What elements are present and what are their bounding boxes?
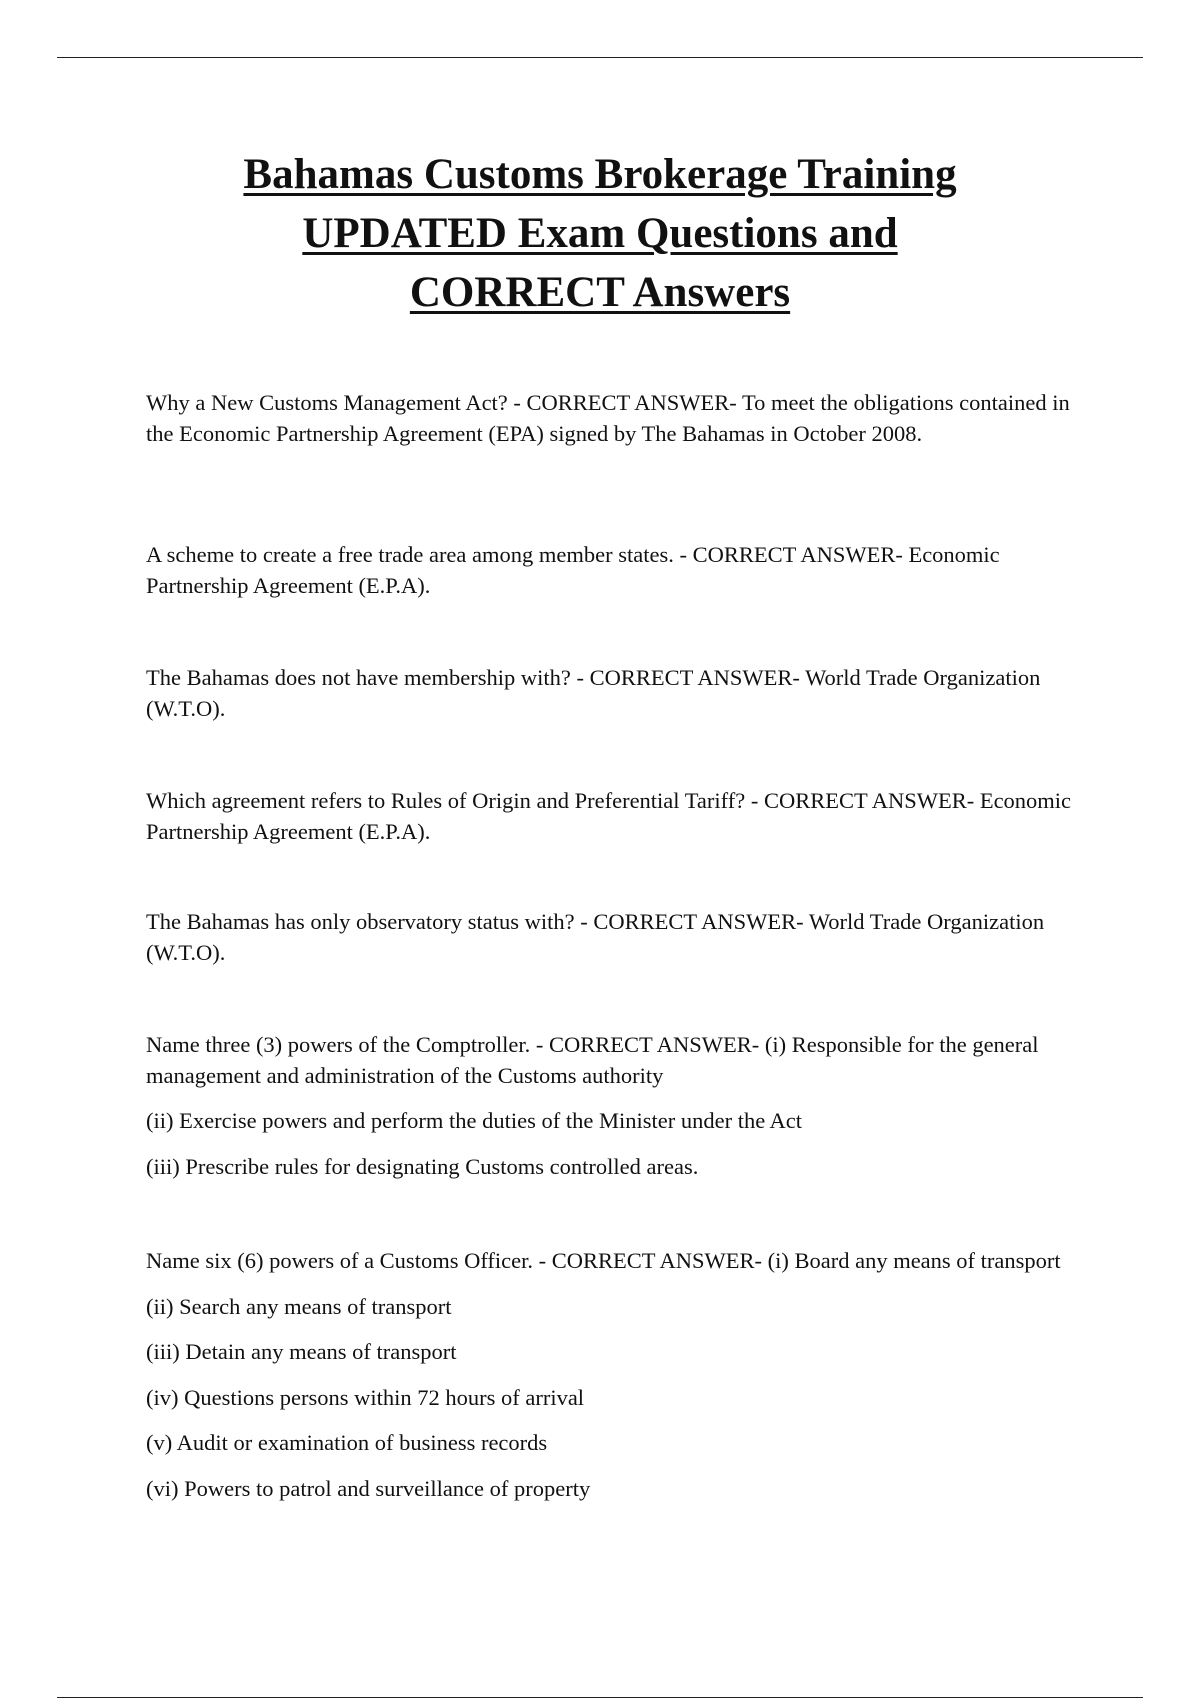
qa-answer-line: (ii) Exercise powers and perform the duties of the Minister under the Act [146,1108,803,1133]
qa-text: A scheme to create a free trade area among member states. - CORRECT ANSWER- Economic Partnership Agreement (E.P.A). [146,542,1000,598]
qa-item-3 [146,663,1076,724]
qa-answer-line: (vi) Powers to patrol and surveillance of property [146,1475,591,1501]
qa-answer-line: (v) Audit or examination of business records [146,1430,548,1455]
qa-item-1 [146,388,1076,449]
qa-item-7 [146,1246,1076,1504]
qa-item-5 [146,907,1076,968]
title-line-2: UPDATED Exam Questions and [302,210,898,257]
qa-item-6 [146,1030,1076,1182]
title-line-1: Bahamas Customs Brokerage Training [243,151,957,198]
qa-item-4 [146,786,1076,847]
qa-answer-line: (iii) Detain any means of transport [146,1339,457,1364]
qa-text: Name six (6) powers of a Customs Officer. - CORRECT ANSWER- (i) Board any means of transport [146,1248,1061,1273]
qa-text: Name three (3) powers of the Comptroller. - CORRECT ANSWER- (i) Responsible for the general management and administration of the Customs authority [146,1032,1039,1088]
qa-answer-line: (ii) Search any means of transport [146,1293,452,1319]
qa-text: Why a New Customs Management Act? - CORRECT ANSWER- To meet the obligations contained in the Economic Partnership Agreement (EPA) signed by The Bahamas in October 2008. [146,390,1070,446]
qa-text: Which agreement refers to Rules of Origin and Preferential Tariff? - CORRECT ANSWER- Economic Partnership Agreement (E.P.A). [146,788,1072,844]
title-line-3: CORRECT Answers [409,269,791,316]
qa-text: The Bahamas has only observatory status with? - CORRECT ANSWER- World Trade Organization (W.T.O). [146,909,1045,965]
document-title [130,145,1070,322]
qa-answer-line: (iv) Questions persons within 72 hours of arrival [146,1384,585,1410]
qa-text: The Bahamas does not have membership with? - CORRECT ANSWER- World Trade Organization (W.T.O). [146,665,1041,721]
bottom-divider [57,1697,1143,1698]
top-divider [57,57,1143,58]
qa-item-2 [146,540,1076,601]
qa-answer-line: (iii) Prescribe rules for designating Customs controlled areas. [146,1153,699,1179]
